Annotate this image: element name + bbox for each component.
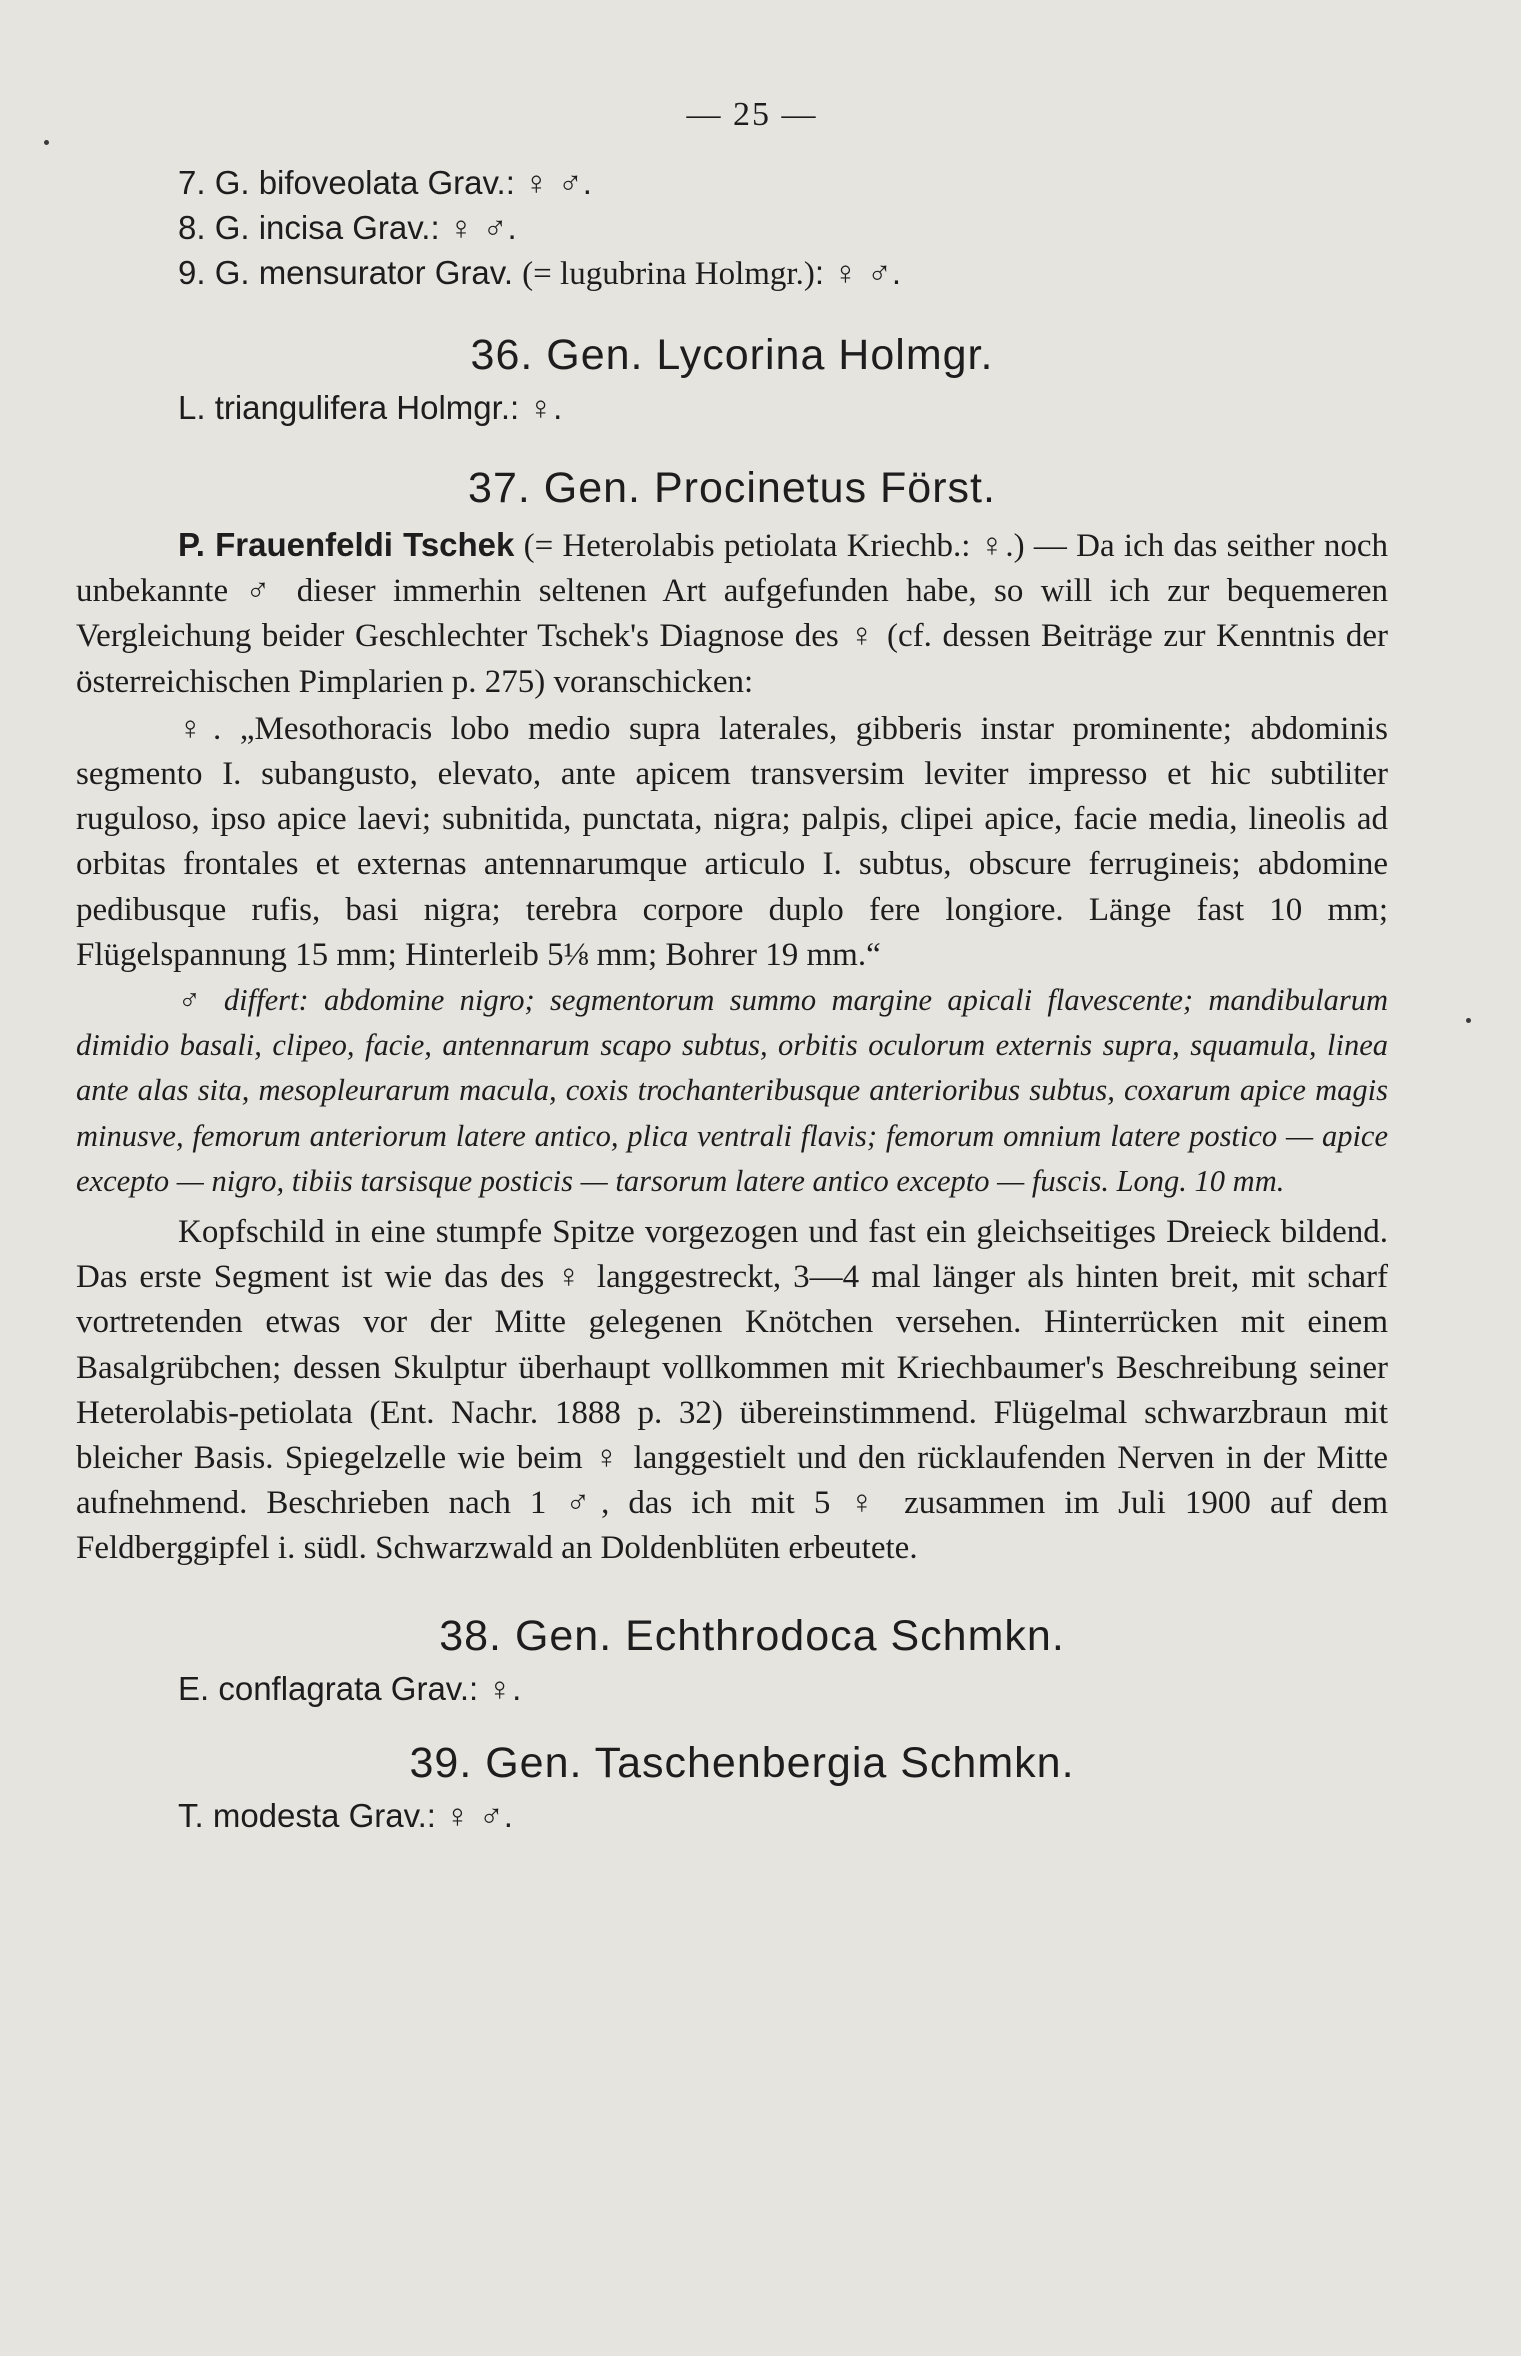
species-entry-9 — [178, 250, 1388, 297]
species-echthrodoca-conflagrata: E. conflagrata Grav.: ♀. — [178, 1669, 522, 1707]
species-taschenbergia-modesta: T. modesta Grav.: ♀ ♂. — [178, 1796, 513, 1834]
species-lycorina-triangulifera: L. triangulifera Holmgr.: ♀. — [178, 389, 563, 426]
procinetus-intro-text: (= Heterolabis petiolata Kriechb.: ♀.) — Da ich das seither noch unbekannte ♂ dieser immerhin seltenen Art aufgefunden habe, so will ich zur bequemeren Vergleichung beider Geschlechter Tschek's Diagnose des ♀ (cf. dessen Beiträge zur Kenntnis der österreichischen Pimplarien p. 275) voranschicken: — [76, 528, 1388, 700]
page-number: — 25 — — [686, 96, 818, 133]
document-page — [76, 96, 1388, 1838]
male-description-paragraph: Kopfschild in eine stumpfe Spitze vorgezogen und fast ein gleichseitiges Dreieck bildend. Das erste Segment ist wie das des ♀ langgestreckt, 3—4 mal länger als hinten breit, mit scharf vortretenden etwas vor der Mitte gelegenen Knötchen versehen. Hinterrücken mit einem Basalgrübchen; dessen Skulptur überhaupt vollkommen mit Kriechbaumer's Beschreibung seiner Heterolabis-petiolata (Ent. Nachr. 1888 p. 32) übereinstimmend. Flügelmal schwarzbraun mit bleicher Basis. Spiegelzelle wie beim ♀ langgestielt und den rücklaufenden Nerven in der Mitte aufnehmend. Beschrieben nach 1 ♂, das ich mit 5 ♀ zusammen im Juli 1900 auf dem Feldberggipfel i. südl. Schwarzwald an Doldenblüten erbeutete. — [76, 1214, 1388, 1567]
genus-heading-37: 37. Gen. Procinetus Först. — [468, 464, 996, 512]
species-name-frauenfeldi: P. Frauenfeldi Tschek — [178, 526, 515, 563]
genus-heading-39: 39. Gen. Taschenbergia Schmkn. — [409, 1738, 1075, 1787]
print-speck — [44, 140, 49, 145]
male-diagnosis-paragraph: ♂ differt: abdomine nigro; segmentorum summo margine apicali flavescente; mandibularum dimidio basali, clipeo, facie, antennarum scapo subtus, orbitis oculorum externis supra, squamula, linea ante alas sita, mesopleurarum macula, coxis trochanteribusque anterioribus subtus, coxarum apice magis minusve, femorum anteriorum latere antico, plica ventrali flavis; femorum omnium latere postico — apice excepto — nigro, tibiis tarsisque posticis — tarsorum latere antico excepto — fuscis. Long. 10 mm. — [76, 983, 1388, 1198]
species-entry-9-name: 9. G. mensurator Grav. — [178, 254, 523, 291]
genus-heading-38: 38. Gen. Echthrodoca Schmkn. — [439, 1611, 1065, 1660]
print-speck — [1466, 1018, 1471, 1023]
female-diagnosis-paragraph: ♀. „Mesothoracis lobo medio supra laterales, gibberis instar prominente; abdominis segmento I. subangusto, elevato, ante apicem transversim leviter impresso et hic subtiliter ruguloso, ipso apice laevi; subnitida, punctata, nigra; palpis, clipei apice, facie media, lineolis ad orbitas frontales et externas antennarumque articulo I. subtus, obscure ferrugineis; abdomine pedibusque rufis, basi nigra; terebra corpore duplo fere longiore. Länge fast 10 mm; Flügelspannung 15 mm; Hinterleib 5⅛ mm; Bohrer 19 mm.“ — [76, 710, 1388, 973]
species-entry-7: 7. G. bifoveolata Grav.: ♀ ♂. — [178, 164, 592, 201]
procinetus-intro-paragraph — [76, 522, 1388, 705]
species-entry-8: 8. G. incisa Grav.: ♀ ♂. — [178, 209, 517, 246]
species-entry-9-sex: : ♀ ♂. — [814, 254, 902, 291]
species-entry-9-synonym: (= lugubrina Holmgr.) — [522, 256, 815, 292]
genus-heading-36: 36. Gen. Lycorina Holmgr. — [470, 331, 994, 379]
